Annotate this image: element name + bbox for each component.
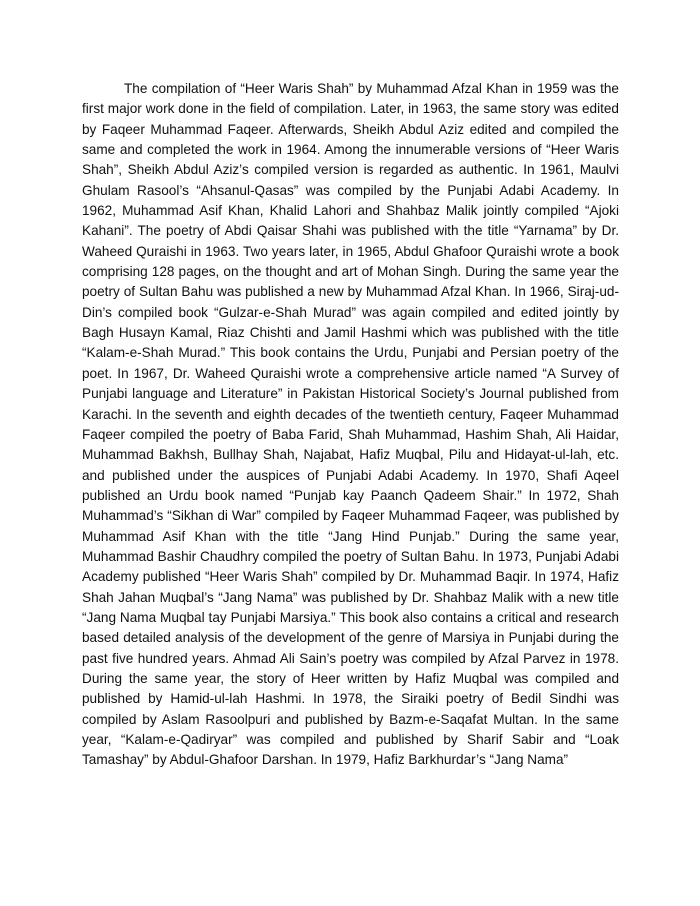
body-paragraph: The compilation of “Heer Waris Shah” by Muhammad Afzal Khan in 1959 was the first major work done in the field of compilation. Later, in 1963, the same story was edited by Faqeer Muhammad Faqeer. Afterwards, Sheikh Abdul Aziz edited and compiled the same and completed the work in 1964. Among the innumerable versions of “Heer Waris Shah”, Sheikh Abdul Aziz’s compiled version is regarded as authentic. In 1961, Maulvi Ghulam Rasool’s “Ahsanul-Qasas” was compiled by the Punjabi Adabi Academy. In 1962, Muhammad Asif Khan, Khalid Lahori and Shahbaz Malik jointly compiled “Ajoki Kahani”. The poetry of Abdi Qaisar Shahi was published with the title “Yarnama” by Dr. Waheed Quraishi in 1963. Two years later, in 1965, Abdul Ghafoor Quraishi wrote a book comprising 128 pages, on the thought and art of Mohan Singh. During the same year the poetry of Sultan Bahu was published a new by Muhammad Afzal Khan. In 1966, Siraj-ud-Din’s compiled book “Gulzar-e-Shah Murad” was again compiled and edited jointly by Bagh Husayn Kamal, Riaz Chishti and Jamil Hashmi which was published with the title “Kalam-e-Shah Murad.” This book contains the Urdu, Punjabi and Persian poetry of the poet. In 1967, Dr. Waheed Quraishi wrote a comprehensive article named “A Survey of Punjabi language and Literature” in Pakistan Historical Society’s Journal published from Karachi. In the seventh and eighth decades of the twentieth century, Faqeer Muhammad Faqeer compiled the poetry of Baba Farid, Shah Muhammad, Hashim Shah, Ali Haidar, Muhammad Bakhsh, Bullhay Shah, Najabat, Hafiz Muqbal, Pilu and Hidayat-ul-lah, etc. and published under the auspices of Punjabi Adabi Academy. In 1970, Shafi Aqeel published an Urdu book named “Punjab kay Paanch Qadeem Shair.” In 1972, Shah Muhammad’s “Sikhan di War” compiled by Faqeer Muhammad Faqeer, was published by Muhammad Asif Khan with the title “Jang Hind Punjab.” During the same year, Muhammad Bashir Chaudhry compiled the poetry of Sultan Bahu. In 1973, Punjabi Adabi Academy published “Heer Waris Shah” compiled by Dr. Muhammad Baqir. In 1974, Hafiz Shah Jahan Muqbal’s “Jang Nama” was published by Dr. Shahbaz Malik with a new title “Jang Nama Muqbal tay Punjabi Marsiya.” This book also contains a critical and research based detailed analysis of the development of the genre of Marsiya in Punjabi during the past five hundred years. Ahmad Ali Sain’s poetry was compiled by Afzal Parvez in 1978. During the same year, the story of Heer written by Hafiz Muqbal was compiled and published by Hamid-ul-lah Hashmi. In 1978, the Siraiki poetry of Bedil Sindhi was compiled by Aslam Rasoolpuri and published by Bazm-e-Saqafat Multan. In the same year, “Kalam-e-Qadiryar” was compiled and published by Sharif Sabir and “Loak Tamashay” by Abdul-Ghafoor Darshan. In 1979, Hafiz Barkhurdar’s “Jang Nama” — [82, 81, 619, 768]
